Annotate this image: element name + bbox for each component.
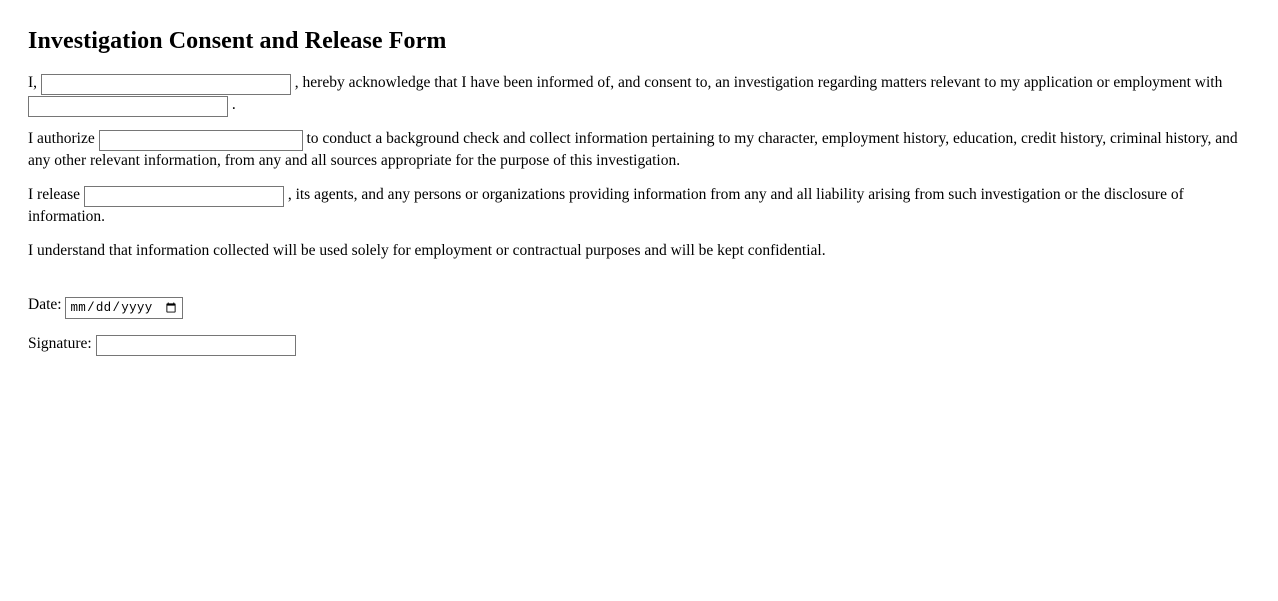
release-lead-text: I release: [28, 186, 81, 204]
consent-paragraph: [28, 72, 1250, 116]
signature-row: [28, 333, 1250, 355]
consent-middle-text: , hereby acknowledge that I have been informed of, and consent to, an investigation regarding matters relevant to my application or employment with: [294, 74, 1223, 92]
authorize-lead-text: I authorize: [28, 130, 95, 148]
understanding-paragraph: I understand that information collected will be used solely for employment or contractual purposes and will be kept confidential.: [28, 242, 826, 260]
released-party-input[interactable]: [84, 186, 284, 207]
release-paragraph: [28, 184, 1250, 228]
signature-label: Signature:: [28, 335, 92, 353]
company-name-input[interactable]: [28, 96, 228, 117]
date-row: [28, 294, 1250, 317]
authorized-party-input[interactable]: [99, 130, 303, 151]
signature-input[interactable]: [96, 335, 296, 356]
date-input[interactable]: [65, 297, 183, 319]
authorize-tail-text: to conduct a background check and collect information pertaining to my character, employment history, education, credit history, criminal history, and any other relevant information, from any and all sources appropriate for the purpose of this investigation.: [28, 130, 1238, 170]
consent-end-text: .: [231, 96, 236, 114]
consent-lead-text: I,: [28, 74, 38, 92]
date-label: Date:: [28, 296, 62, 314]
full-name-input[interactable]: [41, 74, 291, 95]
page-title: Investigation Consent and Release Form: [28, 28, 447, 54]
authorize-paragraph: [28, 128, 1250, 172]
release-tail-text: , its agents, and any persons or organizations providing information from any and all liability arising from such investigation or the disclosure of information.: [28, 186, 1184, 226]
